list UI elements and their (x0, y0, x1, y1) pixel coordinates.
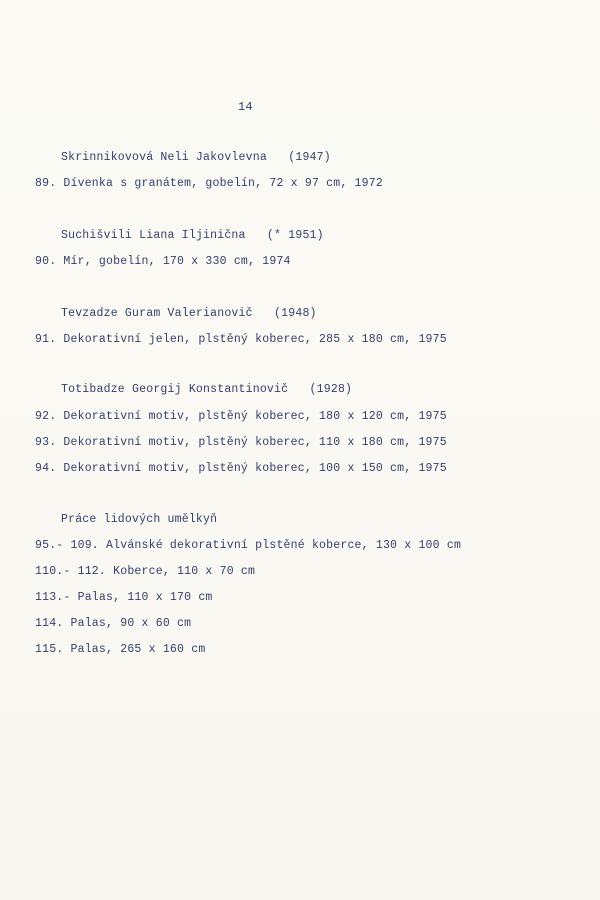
catalog-entry: 93. Dekorativní motiv, plstěný koberec, 110 x 180 cm, 1975 (35, 436, 447, 449)
artist-heading: Tevzadze Guram Valerianovič (1948) (61, 307, 317, 320)
catalog-entry: 92. Dekorativní motiv, plstěný koberec, 180 x 120 cm, 1975 (35, 410, 447, 423)
catalog-entry: 94. Dekorativní motiv, plstěný koberec, 100 x 150 cm, 1975 (35, 462, 447, 475)
catalog-entry: 95.- 109. Alvánské dekorativní plstěné koberce, 130 x 100 cm (35, 539, 462, 552)
catalog-entry: 114. Palas, 90 x 60 cm (35, 617, 192, 630)
catalog-entry: 89. Dívenka s granátem, gobelín, 72 x 97 cm, 1972 (35, 177, 383, 190)
artist-heading: Práce lidových umělkyň (61, 513, 218, 526)
catalog-entry: 91. Dekorativní jelen, plstěný koberec, 285 x 180 cm, 1975 (35, 333, 447, 346)
artist-heading: Skrinnikovová Neli Jakovlevna (1947) (61, 151, 331, 164)
artist-heading: Totibadze Georgij Konstantinovič (1928) (61, 383, 353, 396)
catalog-entry: 110.- 112. Koberce, 110 x 70 cm (35, 565, 256, 578)
page-number: 14 (238, 100, 253, 114)
artist-heading: Suchišvili Liana Iljinična (* 1951) (61, 229, 324, 242)
catalog-entry: 115. Palas, 265 x 160 cm (35, 643, 206, 656)
catalog-entry: 90. Mír, gobelín, 170 x 330 cm, 1974 (35, 255, 291, 268)
catalog-entry: 113.- Palas, 110 x 170 cm (35, 591, 213, 604)
